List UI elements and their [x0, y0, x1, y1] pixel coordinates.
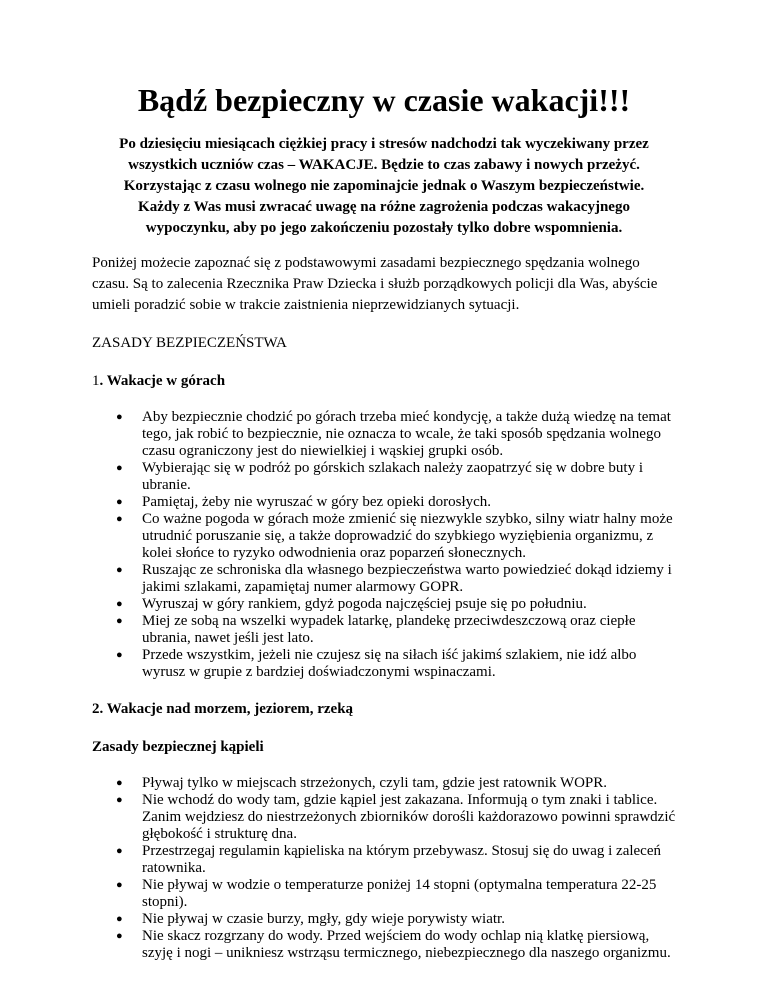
- list-item-text: Miej ze sobą na wszelki wypadek latarkę, plandekę przeciwdeszczową oraz ciepłe ubrania, nawet jeśli jest lato.: [142, 613, 636, 646]
- bullet-icon: ●: [116, 777, 123, 789]
- list-item: [116, 877, 676, 911]
- list-item-text: Pływaj tylko w miejscach strzeżonych, czyli tam, gdzie jest ratownik WOPR.: [142, 775, 608, 791]
- bullet-icon: ●: [116, 615, 123, 627]
- bullet-icon: ●: [116, 564, 123, 576]
- body-paragraph: Poniżej możecie zapoznać się z podstawowymi zasadami bezpiecznego spędzania wolnego czasu. Są to zalecenia Rzecznika Praw Dziecka i służb porządkowych policji dla Was, abyście umieli poradzić sobie w trakcie zaistnienia nieprzewidzianych sytuacji.: [92, 255, 658, 313]
- list-item-text: Co ważne pogoda w górach może zmienić się niezwykle szybko, silny wiatr halny może utrudnić poruszanie się, a także doprowadzić do szybkiego wyziębienia organizmu, z kolei słońce to ryzyko odwodnienia oraz poparzeń słonecznych.: [142, 511, 673, 561]
- mountain-rules-list: [92, 409, 676, 681]
- swimming-rules-list: [92, 775, 676, 962]
- list-item: [116, 494, 676, 511]
- bullet-icon: ●: [116, 411, 123, 423]
- list-item-text: Nie skacz rozgrzany do wody. Przed wejściem do wody ochlap nią klatkę piersiową, szyję i nogi – unikniesz wstrząsu termicznego, niebezpiecznego dla naszego organizmu.: [142, 928, 671, 961]
- intro-paragraph: Po dziesięciu miesiącach ciężkiej pracy i stresów nadchodzi tak wyczekiwany przez wszystkich uczniów czas – WAKACJE. Będzie to czas zabawy i nowych przeżyć. Korzystając z czasu wolnego nie zapominajcie jednak o Waszym bezpieczeństwie. Każdy z Was musi zwracać uwagę na różne zagrożenia podczas wakacyjnego wypoczynku, aby po jego zakończeniu pozostały tylko dobre wspomnienia.: [119, 136, 649, 236]
- bullet-icon: ●: [116, 794, 123, 806]
- list-item: [116, 647, 676, 681]
- list-item-text: Wyruszaj w góry rankiem, gdyż pogoda najczęściej psuje się po południu.: [142, 596, 587, 612]
- bullet-icon: ●: [116, 930, 123, 942]
- list-item-text: Nie pływaj w wodzie o temperaturze poniżej 14 stopni (optymalna temperatura 22-25 stopni).: [142, 877, 657, 910]
- bullet-icon: ●: [116, 513, 123, 525]
- section-1-heading: [92, 371, 676, 392]
- bullet-icon: ●: [116, 462, 123, 474]
- list-item-text: Nie pływaj w czasie burzy, mgły, gdy wieje porywisty wiatr.: [142, 911, 505, 927]
- bullet-icon: ●: [116, 879, 123, 891]
- bullet-icon: ●: [116, 598, 123, 610]
- list-item: [116, 911, 676, 928]
- list-item: [116, 511, 676, 562]
- section-2-heading: 2. Wakacje nad morzem, jeziorem, rzeką: [92, 701, 354, 717]
- list-item: [116, 562, 676, 596]
- page-title: Bądź bezpieczny w czasie wakacji!!!: [137, 82, 631, 118]
- list-item-text: Wybierając się w podróż po górskich szlakach należy zaopatrzyć się w dobre buty i ubranie.: [142, 460, 643, 493]
- bullet-icon: ●: [116, 496, 123, 508]
- list-item: [116, 613, 676, 647]
- list-item-text: Przestrzegaj regulamin kąpieliska na którym przebywasz. Stosuj się do uwag i zaleceń ratownika.: [142, 843, 661, 876]
- list-item: [116, 843, 676, 877]
- bullet-icon: ●: [116, 913, 123, 925]
- list-item-text: Nie wchodź do wody tam, gdzie kąpiel jest zakazana. Informują o tym znaki i tablice. Zanim wejdziesz do niestrzeżonych zbiorników dorośli każdorazowo powinni sprawdzić głębokość i strukturę dna.: [142, 792, 676, 842]
- bullet-icon: ●: [116, 649, 123, 661]
- list-item: [116, 928, 676, 962]
- list-item-text: Aby bezpiecznie chodzić po górach trzeba mieć kondycję, a także dużą wiedzę na temat tego, jak robić to bezpiecznie, nie oznacza to wcale, że taki sposób spędzania wolnego czasu ograniczony jest do niewielkiej i wąskiej grupki osób.: [142, 409, 671, 459]
- section-2-subheading: Zasady bezpiecznej kąpieli: [92, 739, 264, 755]
- list-item-text: Przede wszystkim, jeżeli nie czujesz się na siłach iść jakimś szlakiem, nie idź albo wyrusz w grupie z bardziej doświadczonymi wspinaczami.: [142, 647, 637, 680]
- section-1-number: 1: [92, 373, 100, 389]
- list-item: [116, 409, 676, 460]
- list-item-text: Pamiętaj, żeby nie wyruszać w góry bez opieki dorosłych.: [142, 494, 492, 510]
- list-item: [116, 775, 676, 792]
- list-item-text: Ruszając ze schroniska dla własnego bezpieczeństwa warto powiedzieć dokąd idziemy i jakimi szlakami, zapamiętaj numer alarmowy GOPR.: [142, 562, 672, 595]
- rules-heading: ZASADY BEZPIECZEŃSTWA: [92, 335, 287, 351]
- bullet-icon: ●: [116, 845, 123, 857]
- list-item: [116, 792, 676, 843]
- section-1-title: . Wakacje w górach: [99, 373, 226, 389]
- list-item: [116, 460, 676, 494]
- list-item: [116, 596, 676, 613]
